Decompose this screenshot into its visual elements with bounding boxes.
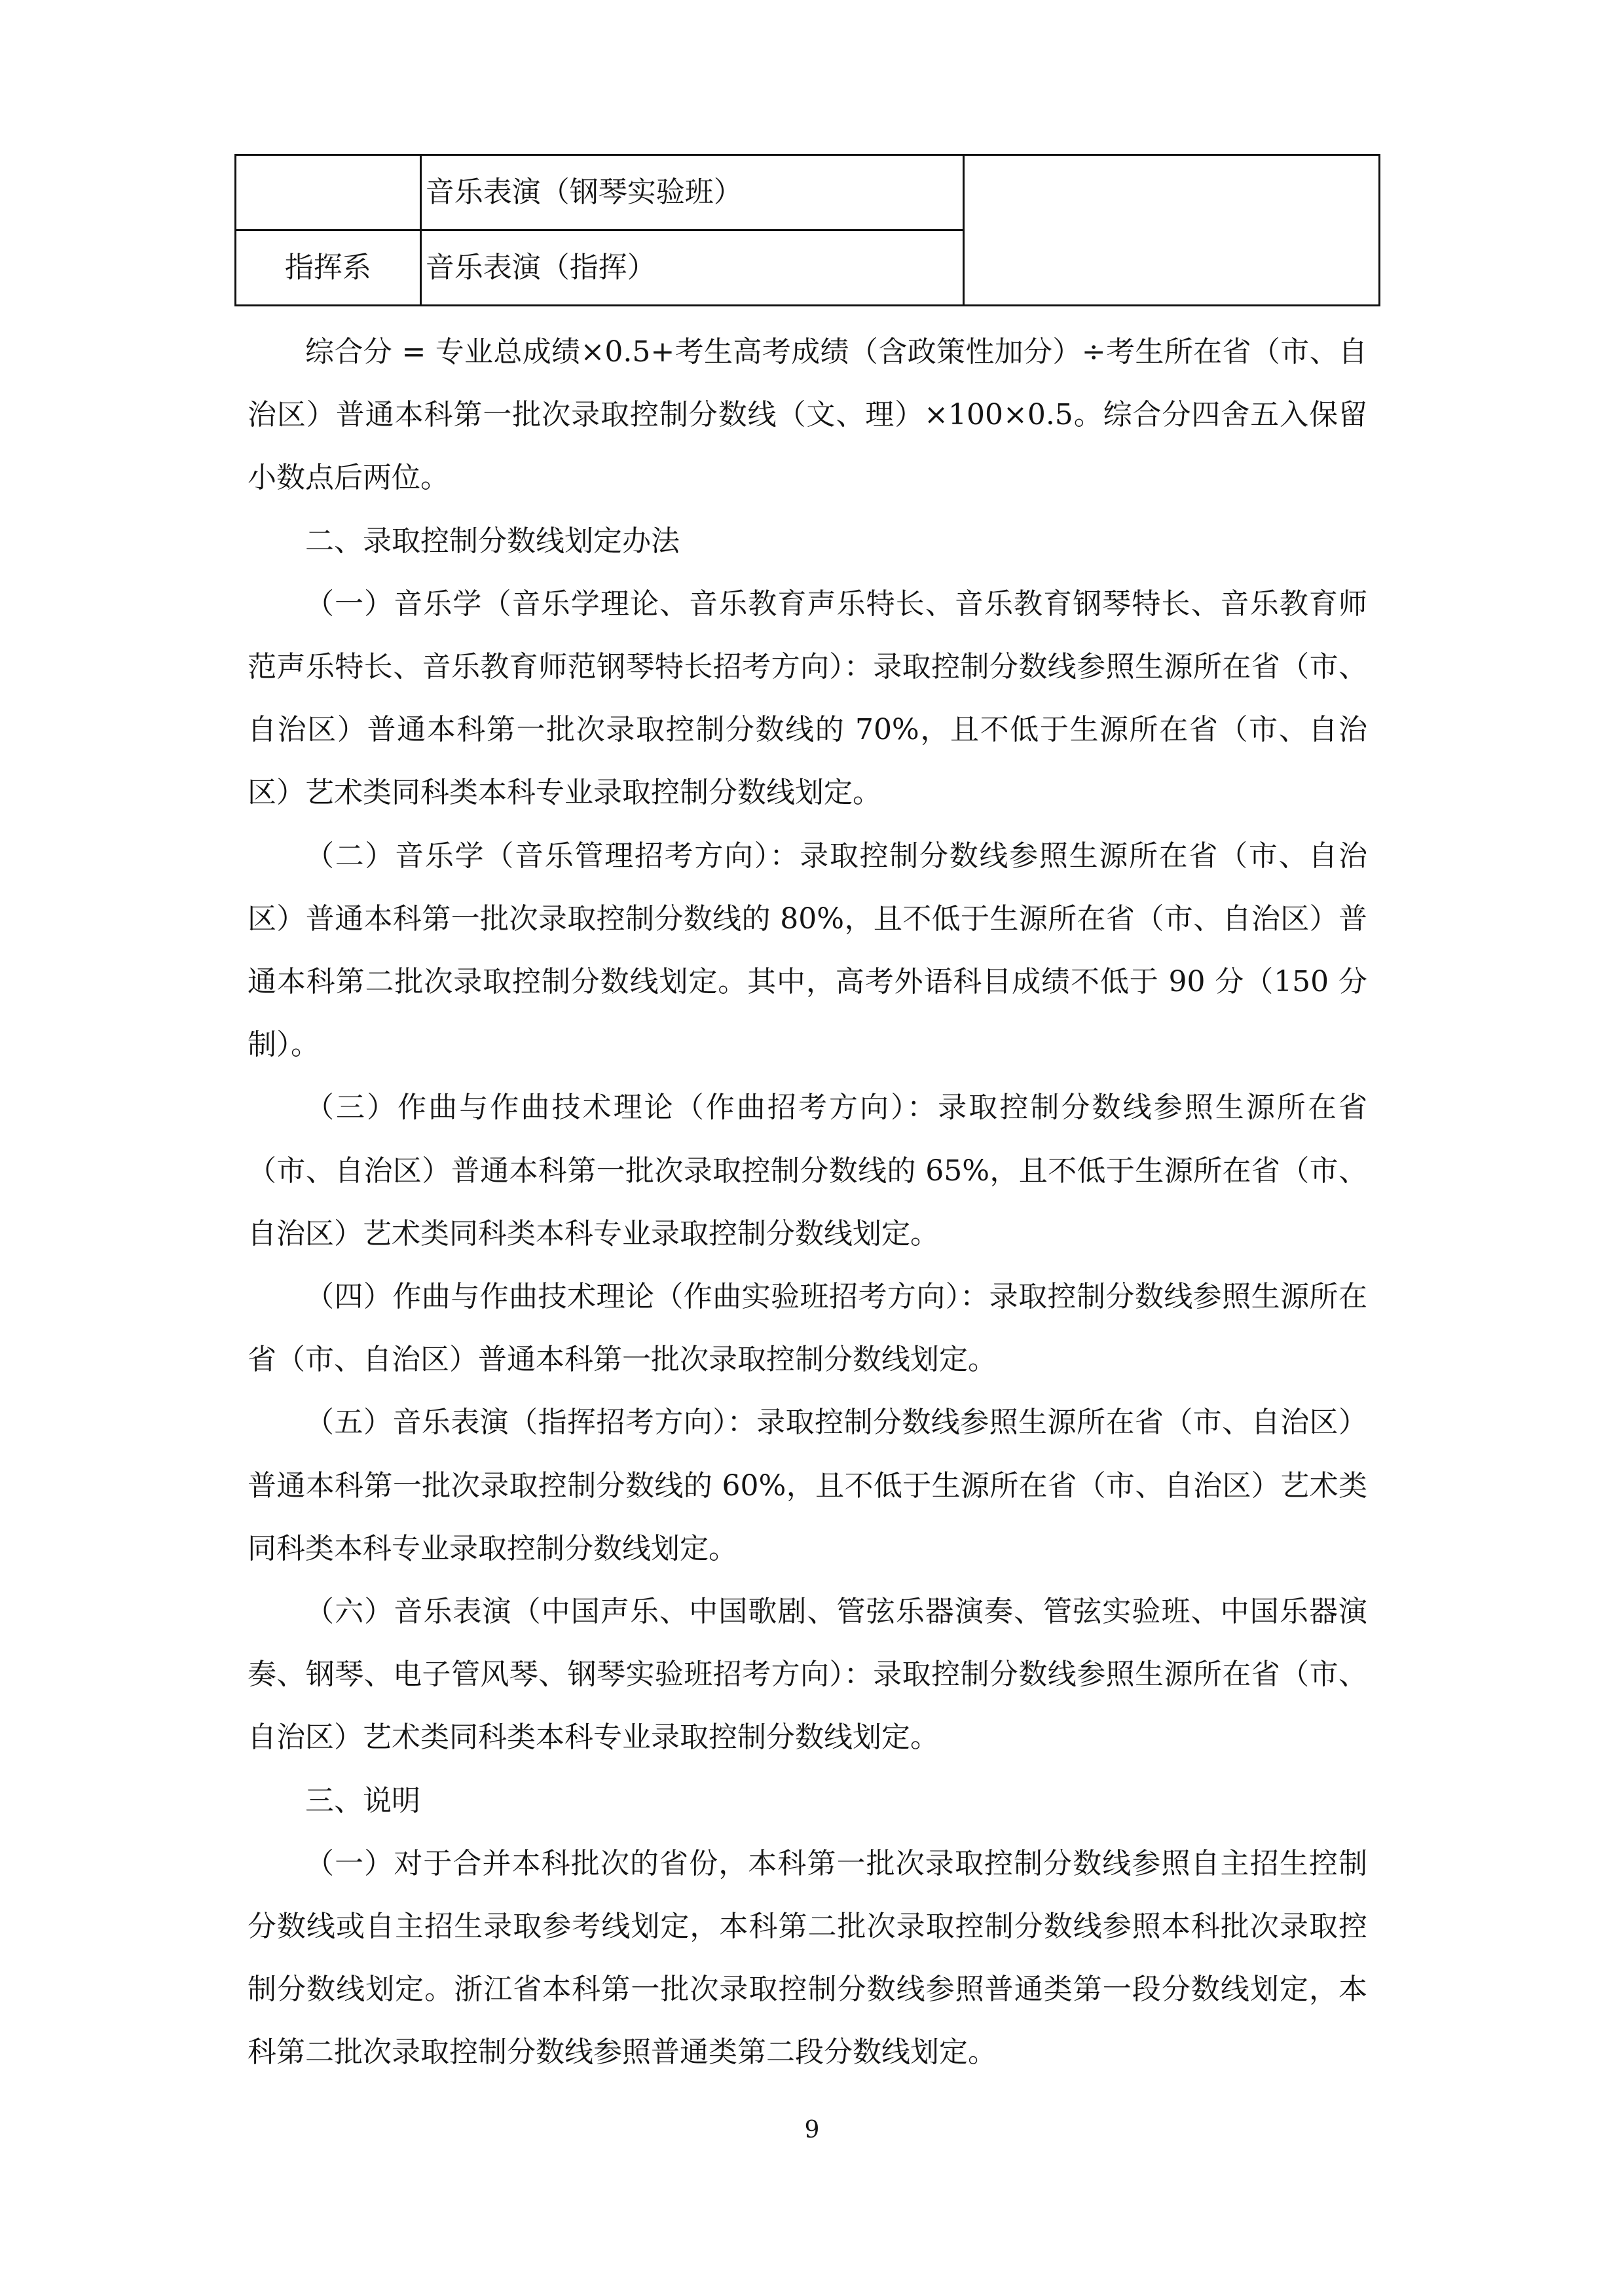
section-heading: 二、录取控制分数线划定办法 <box>305 524 680 558</box>
blank-cell <box>964 155 1380 306</box>
rule-paragraph: （六）音乐表演（中国声乐、中国歌剧、管弦乐器演奏、管弦实验班、中国乐器演奏、钢琴、电子管风琴、钢琴实验班招考方向）：录取控制分数线参照生源所在省（市、自治区）艺术类同科类本科专业录取控制分数线划定。 <box>248 1595 1367 1755</box>
major-cell: 音乐表演（钢琴实验班） <box>420 155 964 230</box>
body-text <box>248 321 1367 2085</box>
note-paragraph: （一）对于合并本科批次的省份，本科第一批次录取控制分数线参照自主招生控制分数线或自主招生录取参考线划定，本科第二批次录取控制分数线参照本科批次录取控制分数线划定。浙江省本科第一批次录取控制分数线参照普通类第一段分数线划定，本科第二批次录取控制分数线参照普通类第二段分数线划定。 <box>248 1846 1367 2069</box>
rule-paragraph: （二）音乐学（音乐管理招考方向）：录取控制分数线参照生源所在省（市、自治区）普通本科第一批次录取控制分数线的 80%，且不低于生源所在省（市、自治区）普通本科第二批次录取控制分数线划定。其中，高考外语科目成绩不低于 90 分（150 分制）。 <box>248 839 1367 1062</box>
table-row <box>236 155 1380 230</box>
department-cell: 指挥系 <box>236 230 421 306</box>
rule-paragraph: （三）作曲与作曲技术理论（作曲招考方向）：录取控制分数线参照生源所在省（市、自治区）普通本科第一批次录取控制分数线的 65%，且不低于生源所在省（市、自治区）艺术类同科类本科专业录取控制分数线划定。 <box>248 1091 1367 1250</box>
page-number: 9 <box>804 2117 820 2143</box>
majors-table <box>234 154 1380 306</box>
rule-paragraph: （一）音乐学（音乐学理论、音乐教育声乐特长、音乐教育钢琴特长、音乐教育师范声乐特长、音乐教育师范钢琴特长招考方向）：录取控制分数线参照生源所在省（市、自治区）普通本科第一批次录取控制分数线的 70%，且不低于生源所在省（市、自治区）艺术类同科类本科专业录取控制分数线划定。 <box>248 587 1367 810</box>
department-cell <box>236 155 421 230</box>
major-cell: 音乐表演（指挥） <box>420 230 964 306</box>
section-heading: 三、说明 <box>305 1783 420 1817</box>
rule-paragraph: （五）音乐表演（指挥招考方向）：录取控制分数线参照生源所在省（市、自治区）普通本科第一批次录取控制分数线的 60%，且不低于生源所在省（市、自治区）艺术类同科类本科专业录取控制分数线划定。 <box>248 1406 1367 1565</box>
formula-paragraph: 综合分 = 专业总成绩×0.5+考生高考成绩（含政策性加分）÷考生所在省（市、自治区）普通本科第一批次录取控制分数线（文、理）×100×0.5。综合分四舍五入保留小数点后两位。 <box>248 335 1367 495</box>
rule-paragraph: （四）作曲与作曲技术理论（作曲实验班招考方向）：录取控制分数线参照生源所在省（市、自治区）普通本科第一批次录取控制分数线划定。 <box>248 1280 1367 1377</box>
